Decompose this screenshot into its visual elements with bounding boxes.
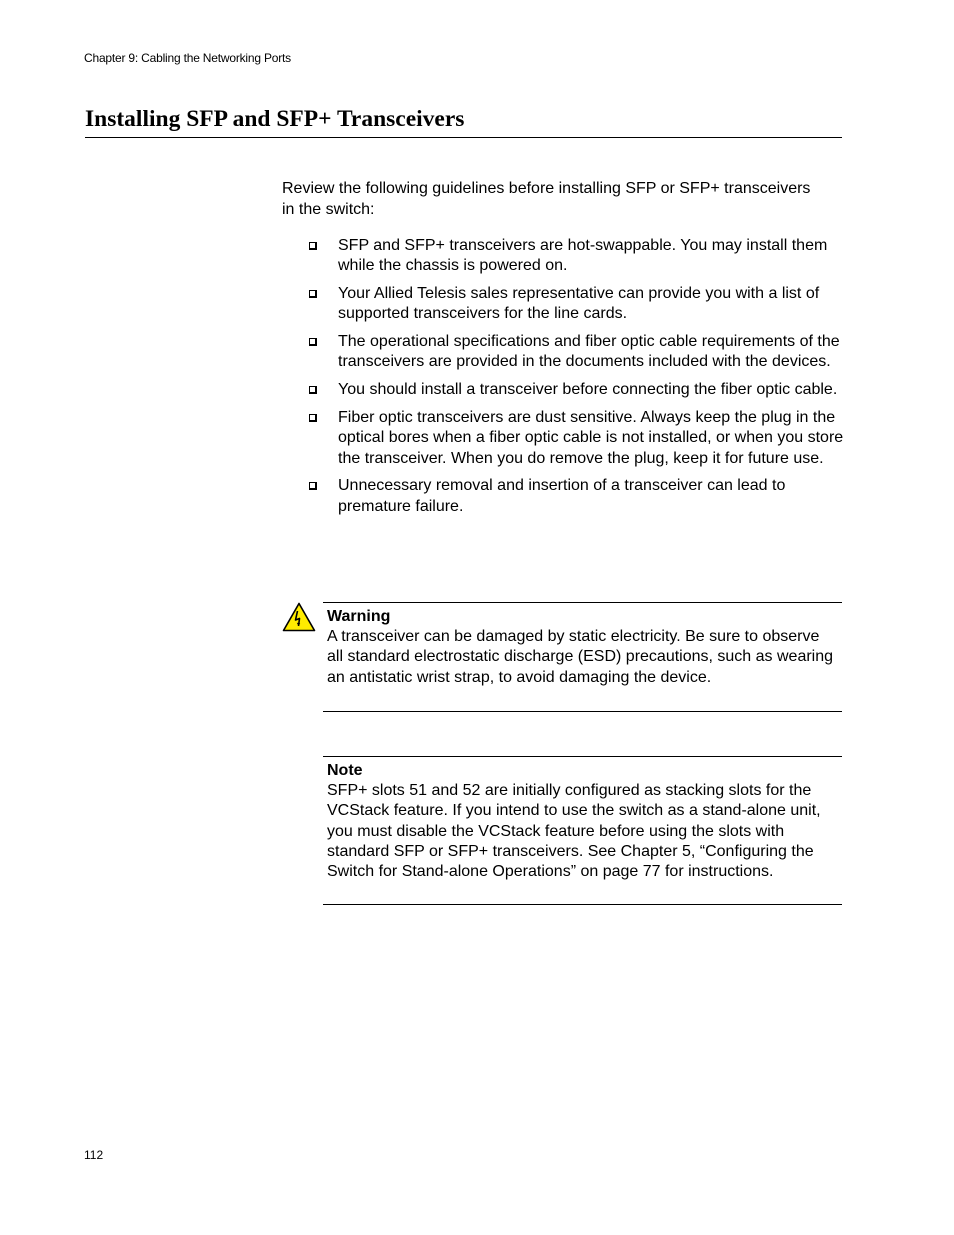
guidelines-list	[309, 236, 849, 525]
checkbox-bullet-icon	[309, 290, 317, 298]
warning-text: A transceiver can be damaged by static electricity. Be sure to observe all standard electrostatic discharge (ESD) precautions, such as wearing an antistatic wrist strap, to avoid damaging the device.	[327, 628, 834, 686]
list-item	[309, 236, 849, 277]
list-item	[309, 380, 849, 400]
warning-callout	[323, 602, 842, 712]
warning-triangle	[284, 604, 315, 631]
list-item-text: SFP and SFP+ transceivers are hot-swappable. You may install them while the chassis is powered on.	[338, 237, 828, 275]
list-item-text: You should install a transceiver before connecting the fiber optic cable.	[338, 381, 838, 399]
note-heading: Note	[327, 762, 363, 779]
warning-heading: Warning	[327, 608, 391, 625]
page-number: 112	[84, 1148, 104, 1162]
list-item-text: Your Allied Telesis sales representative can provide you with a list of supported transceivers for the line cards.	[338, 285, 820, 323]
checkbox-bullet-icon	[309, 414, 317, 422]
list-item	[309, 408, 849, 469]
intro-paragraph: Review the following guidelines before installing SFP or SFP+ transceivers in the switch:	[282, 180, 811, 218]
running-header: Chapter 9: Cabling the Networking Ports	[84, 51, 291, 65]
note-callout	[323, 756, 842, 905]
electrical-hazard-icon	[282, 602, 316, 632]
list-item-text: The operational specifications and fiber optic cable requirements of the transceivers are provided in the documents included with the devices.	[338, 333, 840, 371]
checkbox-bullet-icon	[309, 242, 317, 250]
list-item-text: Unnecessary removal and insertion of a transceiver can lead to premature failure.	[338, 477, 786, 515]
note-text: SFP+ slots 51 and 52 are initially configured as stacking slots for the VCStack feature. If you intend to use the switch as a stand-alone unit, you must disable the VCStack feature before using the slots with standard SFP or SFP+ transceivers. See Chapter 5, “Configuring the Switch for Stand-alone Operations” on page 77 for instructions.	[327, 782, 821, 881]
section-title: Installing SFP and SFP+ Transceivers	[85, 106, 842, 138]
list-item	[309, 332, 849, 373]
checkbox-bullet-icon	[309, 482, 317, 490]
checkbox-bullet-icon	[309, 338, 317, 346]
list-item	[309, 284, 849, 325]
list-item-text: Fiber optic transceivers are dust sensitive. Always keep the plug in the optical bores when a fiber optic cable is not installed, or when you store the transceiver. When you do remove the plug, keep it for future use.	[338, 409, 844, 467]
list-item	[309, 476, 849, 517]
checkbox-bullet-icon	[309, 386, 317, 394]
